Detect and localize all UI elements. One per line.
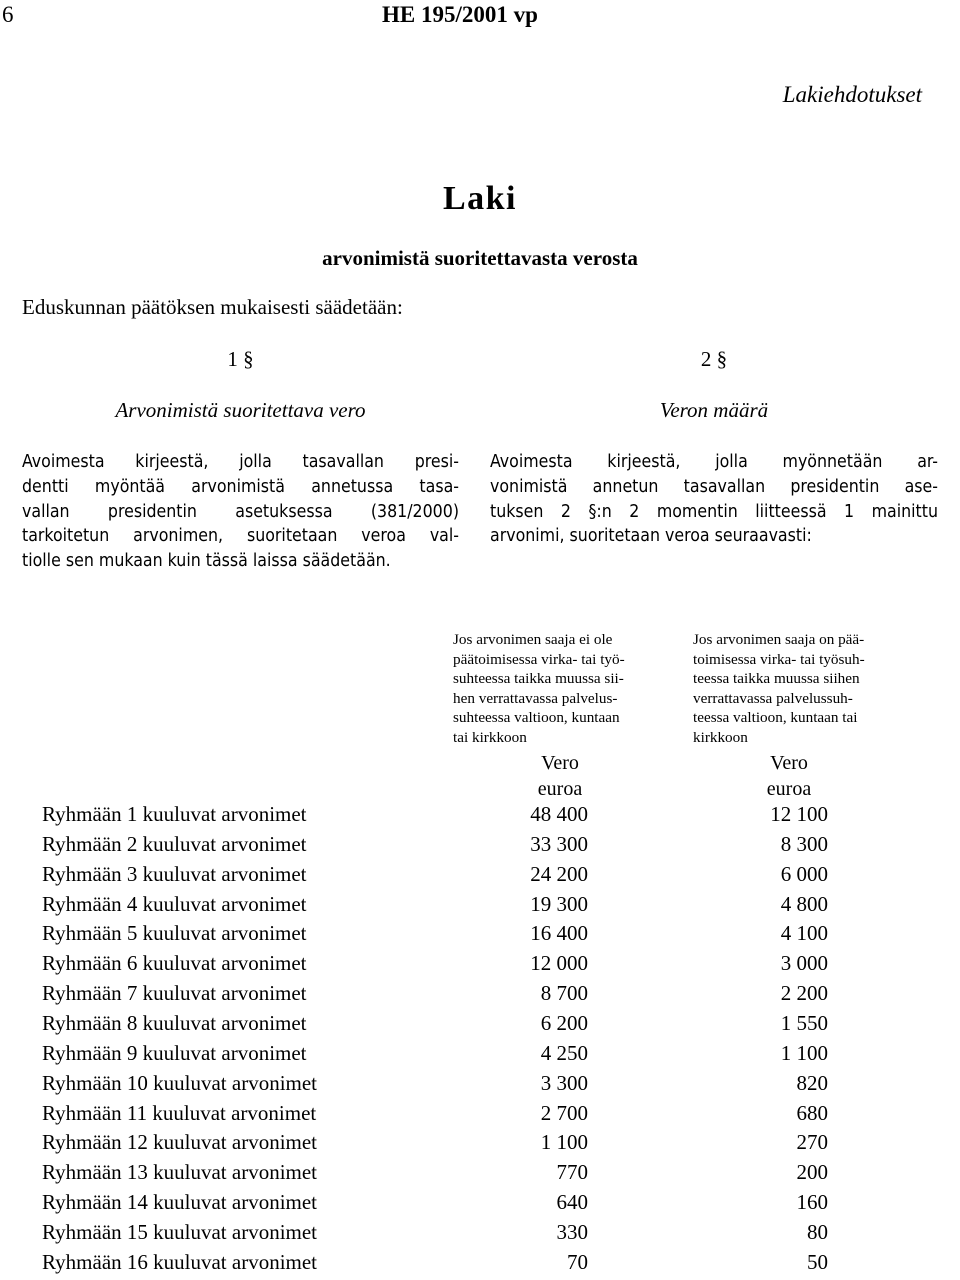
table-row — [0, 1190, 960, 1220]
tax-value-employed: 12 100 — [770, 802, 828, 826]
unit-line: euroa — [766, 778, 812, 800]
document-id: HE 195/2001 vp — [382, 2, 538, 27]
tax-value-not-employed: 70 — [567, 1249, 588, 1274]
unit-line: euroa — [537, 778, 583, 800]
tax-value-not-employed: 12 000 — [530, 951, 588, 976]
unit-line: Vero — [541, 752, 579, 774]
table-row — [0, 1071, 960, 1101]
rank-group-label: Ryhmään 6 kuuluvat arvonimet — [42, 951, 307, 976]
page-number: 6 — [2, 2, 14, 27]
table-row — [0, 892, 960, 922]
tax-table-column-2-unit — [729, 750, 849, 802]
table-row — [0, 832, 960, 862]
tax-value-employed: 270 — [796, 1130, 828, 1155]
tax-value-employed: 8 300 — [780, 831, 828, 856]
header-line: teessa taikka muussa siihen — [693, 670, 860, 687]
tax-value-employed: 680 — [796, 1100, 828, 1125]
section-1-title: Arvonimistä suoritettava vero — [115, 398, 366, 422]
tax-value-not-employed: 330 — [556, 1219, 588, 1244]
unit-line: Vero — [770, 752, 808, 774]
header-line: hen verrattavassa palvelus- — [453, 689, 618, 707]
table-row — [0, 862, 960, 892]
tax-value-not-employed: 3 300 — [540, 1070, 588, 1095]
section-1-line: Avoimesta kirjeestä, jolla tasavallan presi- — [22, 452, 459, 472]
table-row — [0, 1250, 960, 1280]
tax-table-column-2-header — [693, 630, 915, 747]
rank-group-label: Ryhmään 13 kuuluvat arvonimet — [42, 1160, 318, 1185]
tax-value-not-employed: 48 400 — [530, 802, 588, 826]
header-line: teessa valtioon, kuntaan tai — [693, 709, 858, 726]
section-label: Lakiehdotukset — [782, 82, 922, 107]
tax-value-not-employed: 2 700 — [540, 1100, 588, 1125]
tax-value-employed: 820 — [796, 1070, 828, 1095]
rank-group-label: Ryhmään 7 kuuluvat arvonimet — [42, 981, 307, 1006]
rank-group-label: Ryhmään 3 kuuluvat arvonimet — [42, 861, 307, 886]
header-line: Jos arvonimen saaja ei ole — [453, 631, 613, 648]
header-line: suhteessa taikka muussa sii- — [453, 670, 624, 687]
section-1-line: vallan presidentin asetuksessa (381/2000) — [22, 501, 459, 522]
table-row — [0, 951, 960, 981]
header-line: toimisessa virka- tai työsuh- — [693, 650, 865, 668]
tax-value-not-employed: 770 — [556, 1160, 588, 1185]
header-line: suhteessa valtioon, kuntaan — [453, 709, 620, 726]
header-line: tai kirkkoon — [453, 728, 527, 746]
rank-group-label: Ryhmään 10 kuuluvat arvonimet — [42, 1070, 318, 1095]
section-1-body — [22, 450, 459, 574]
tax-value-employed: 2 200 — [780, 981, 828, 1006]
tax-table-column-1-unit — [500, 750, 620, 802]
rank-group-label: Ryhmään 12 kuuluvat arvonimet — [42, 1130, 318, 1155]
section-1-line: dentti myöntää arvonimistä annetussa tasa- — [22, 476, 459, 497]
table-row — [0, 1101, 960, 1131]
header-line: kirkkoon — [693, 728, 748, 746]
header-line: päätoimisessa virka- tai työ- — [453, 650, 625, 668]
rank-group-label: Ryhmään 15 kuuluvat arvonimet — [42, 1219, 318, 1244]
rank-group-label: Ryhmään 2 kuuluvat arvonimet — [42, 831, 307, 856]
tax-value-employed: 1 100 — [780, 1040, 828, 1065]
tax-value-not-employed: 4 250 — [540, 1040, 588, 1065]
table-row — [0, 1160, 960, 1190]
tax-value-employed: 50 — [807, 1249, 828, 1274]
rank-group-label: Ryhmään 8 kuuluvat arvonimet — [42, 1010, 307, 1035]
rank-group-label: Ryhmään 14 kuuluvat arvonimet — [42, 1190, 318, 1215]
tax-value-employed: 1 550 — [780, 1010, 828, 1035]
tax-value-employed: 6 000 — [780, 861, 828, 886]
section-2-body — [490, 450, 938, 549]
tax-value-not-employed: 640 — [556, 1190, 588, 1215]
table-row — [0, 981, 960, 1011]
table-row — [0, 1220, 960, 1250]
rank-group-label: Ryhmään 1 kuuluvat arvonimet — [42, 802, 307, 826]
tax-value-not-employed: 24 200 — [530, 861, 588, 886]
table-row — [0, 921, 960, 951]
section-2-line: vonimistä annetun tasavallan presidentin ase- — [490, 476, 938, 497]
tax-value-not-employed: 16 400 — [530, 921, 588, 946]
rank-group-label: Ryhmään 9 kuuluvat arvonimet — [42, 1040, 307, 1065]
enactment-clause: Eduskunnan päätöksen mukaisesti säädetään: — [22, 295, 403, 319]
tax-value-employed: 160 — [796, 1190, 828, 1215]
section-1-line: tarkoitetun arvonimen, suoritetaan veroa val- — [22, 526, 459, 547]
section-2-title: Veron määrä — [659, 398, 769, 422]
table-row — [0, 1130, 960, 1160]
table-row — [0, 802, 960, 832]
tax-value-not-employed: 6 200 — [540, 1010, 588, 1035]
header-line: verrattavassa palvelussuh- — [693, 689, 853, 707]
tax-value-not-employed: 19 300 — [530, 891, 588, 916]
tax-value-not-employed: 1 100 — [540, 1130, 588, 1155]
rank-group-label: Ryhmään 11 kuuluvat arvonimet — [42, 1100, 317, 1125]
tax-value-employed: 200 — [796, 1160, 828, 1185]
section-2-number: 2 § — [700, 347, 728, 371]
tax-value-employed: 3 000 — [780, 951, 828, 976]
rank-group-label: Ryhmään 5 kuuluvat arvonimet — [42, 921, 307, 946]
tax-value-not-employed: 8 700 — [540, 981, 588, 1006]
section-1-line: tiolle sen mukaan kuin tässä laissa säädetään. — [22, 551, 391, 572]
tax-table-column-1-header — [453, 630, 675, 747]
law-subtitle: arvonimistä suoritettavasta verosta — [322, 246, 638, 270]
section-2-line: Avoimesta kirjeestä, jolla myönnetään ar- — [490, 452, 938, 472]
section-2-line: tuksen 2 §:n 2 momentin liitteessä 1 mainittu — [490, 501, 938, 522]
table-row — [0, 1011, 960, 1041]
tax-value-not-employed: 33 300 — [530, 831, 588, 856]
header-line: Jos arvonimen saaja on pää- — [693, 631, 865, 648]
table-row — [0, 1041, 960, 1071]
tax-value-employed: 4 100 — [780, 921, 828, 946]
rank-group-label: Ryhmään 4 kuuluvat arvonimet — [42, 891, 307, 916]
tax-value-employed: 4 800 — [780, 891, 828, 916]
law-title: Laki — [442, 180, 518, 217]
rank-group-label: Ryhmään 16 kuuluvat arvonimet — [42, 1249, 318, 1274]
section-2-line: arvonimi, suoritetaan veroa seuraavasti: — [490, 526, 812, 547]
tax-value-employed: 80 — [807, 1219, 828, 1244]
section-1-number: 1 § — [227, 347, 254, 371]
